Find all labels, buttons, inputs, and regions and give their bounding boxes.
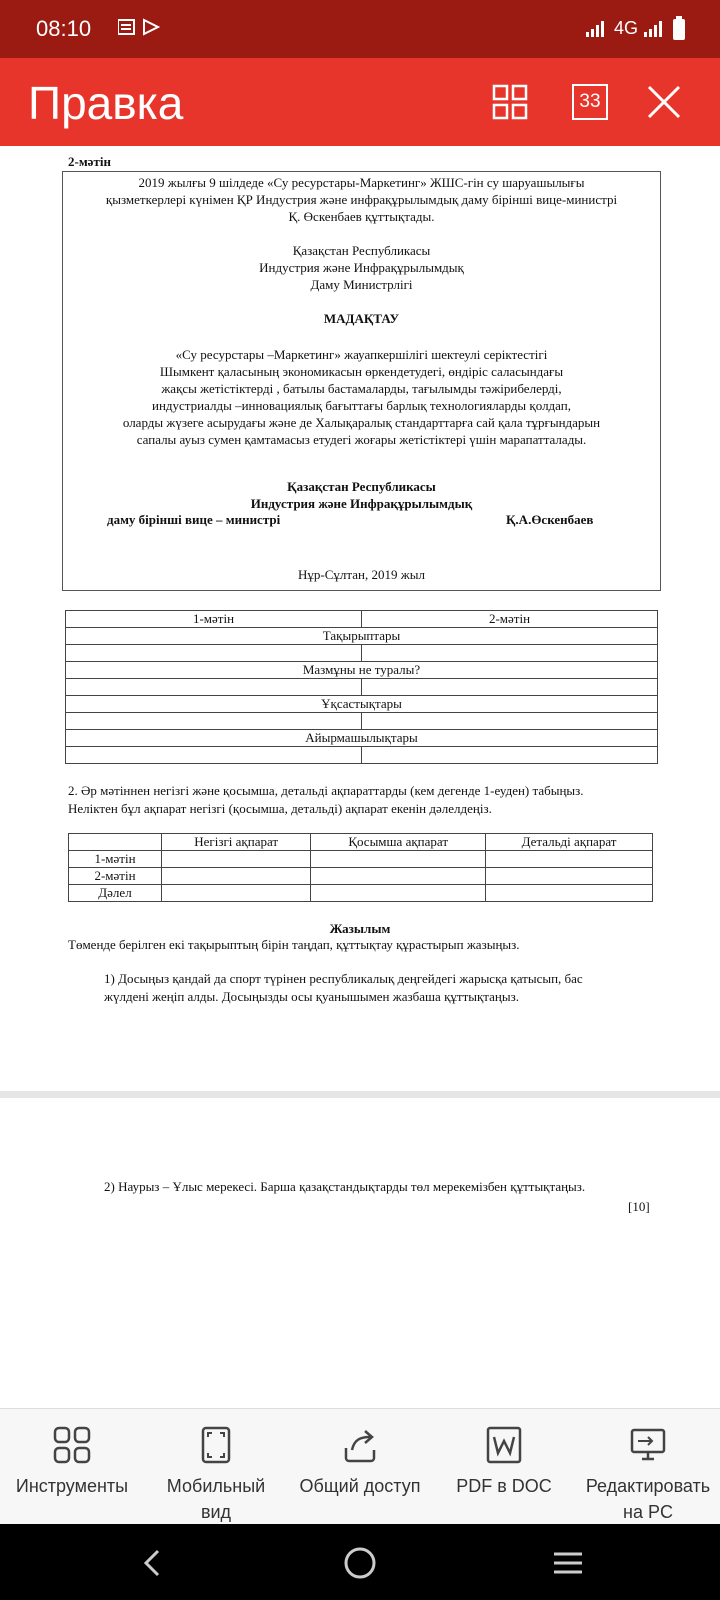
table-row: [66, 713, 658, 730]
share-label: Общий доступ: [299, 1476, 421, 1496]
body-line: жақсы жетістіктерді , батылы бастамаларды, тағылымды тәжірибелерді,: [161, 381, 562, 396]
signal-icon-2: [644, 19, 666, 37]
bottom-toolbar: [0, 1408, 720, 1525]
table-header: Қосымша ақпарат: [311, 834, 486, 851]
ministry-line: Индустрия және Инфрақұрылымдық: [259, 260, 464, 275]
mobile-view-label: Мобильный: [166, 1476, 266, 1496]
recents-button[interactable]: [548, 1546, 588, 1580]
row-title: Айырмашылықтары: [66, 730, 658, 747]
table-row: [66, 611, 658, 628]
table-cell: [362, 713, 658, 730]
row-label: 2-мәтін: [69, 868, 162, 885]
mobile-view-icon: [201, 1426, 231, 1464]
table-row: [66, 679, 658, 696]
table-header: 2-мәтін: [362, 611, 658, 628]
computer-icon: [628, 1426, 668, 1464]
document-page[interactable]: [0, 146, 720, 1091]
ministry-line: Қазақстан Республикасы: [292, 243, 431, 258]
table-cell: [362, 747, 658, 764]
message-icon: [118, 18, 168, 38]
ministry-line: Даму Министрлігі: [310, 277, 413, 292]
table-cell: [486, 851, 653, 868]
row-label: Дәлел: [69, 885, 162, 902]
page-count: 33: [572, 84, 608, 120]
share-button[interactable]: [290, 1425, 430, 1499]
option1-line: жүлдені жеңіп алды. Досыңызды осы қуанышымен жазбаша құттықтаңыз.: [104, 989, 519, 1004]
table-cell: [311, 885, 486, 902]
information-table: [68, 833, 653, 902]
document-page-2[interactable]: [0, 1098, 720, 1408]
table-cell: [66, 645, 362, 662]
notification-icons: [118, 18, 168, 43]
signature-name: Қ.А.Өскенбаев: [506, 512, 594, 527]
page-title: Правка: [28, 77, 184, 129]
table-row: [66, 628, 658, 645]
body-line: сапалы ауыз сумен қамтамасыз етудегі жоғары жетістіктері үшін марапатталады.: [136, 432, 587, 447]
page-separator: [0, 1091, 720, 1098]
pdf-to-doc-button[interactable]: [434, 1425, 574, 1499]
writing-title: Жазылым: [329, 921, 391, 936]
edit-on-pc-button[interactable]: [578, 1425, 718, 1525]
table-cell: [486, 868, 653, 885]
tools-button[interactable]: [2, 1425, 142, 1499]
task2-line: Неліктен бұл ақпарат негізгі (қосымша, детальді) ақпарат екенін дәлелдеңіз.: [68, 801, 492, 816]
table-cell: [162, 885, 311, 902]
battery-icon: [672, 16, 686, 40]
status-bar: [0, 0, 720, 58]
network-type: 4G: [613, 17, 638, 38]
table-row: [66, 696, 658, 713]
signature-line: Индустрия және Инфрақұрылымдық: [250, 496, 473, 511]
table-header: Детальді ақпарат: [486, 834, 653, 851]
table-row: [66, 645, 658, 662]
signature-line: Қазақстан Республикасы: [287, 479, 436, 494]
writing-instructions: Төменде берілген екі тақырыптың бірін таңдап, құттықтау құрастырып жазыңыз.: [68, 937, 520, 952]
intro-line: қызметкерлері күнімен ҚР Индустрия және инфрақұрылымдық даму бірінші вице-министрі: [105, 192, 618, 207]
table-cell: [162, 851, 311, 868]
text2-label: 2-мәтін: [68, 154, 111, 169]
body-line: индустриалды –инновациялық бағыттағы барлық технологияларды қолдап,: [152, 398, 571, 413]
grid-icon: [492, 84, 528, 120]
document-frame: [62, 171, 661, 591]
back-button[interactable]: [132, 1546, 172, 1580]
edit-on-pc-label: на PC: [623, 1502, 673, 1522]
table-row: [66, 747, 658, 764]
table-row: [69, 868, 653, 885]
navigation-bar: [0, 1524, 720, 1600]
table-cell: [66, 713, 362, 730]
body-line: «Су ресурстары –Маркетинг» жауапкершілігі шектеулі серіктестігі: [175, 347, 548, 362]
table-cell: [66, 747, 362, 764]
app-bar: [0, 58, 720, 146]
table-row: [69, 834, 653, 851]
share-icon: [340, 1426, 380, 1464]
row-title: Мазмұны не туралы?: [66, 662, 658, 679]
signature-position: даму бірінші вице – министрі: [107, 512, 281, 527]
close-icon: [646, 84, 682, 120]
table-cell: [69, 834, 162, 851]
tools-icon: [53, 1426, 91, 1464]
page-count-button[interactable]: [568, 80, 612, 124]
status-time: 08:10: [36, 16, 92, 41]
row-title: Ұқсастықтары: [66, 696, 658, 713]
mobile-view-label: вид: [200, 1502, 232, 1522]
table-cell: [486, 885, 653, 902]
home-icon: [343, 1546, 377, 1580]
edit-on-pc-label: Редактировать: [585, 1476, 711, 1496]
pdf-to-doc-label: PDF в DOC: [456, 1476, 552, 1496]
back-icon: [142, 1548, 162, 1578]
mobile-view-button[interactable]: [146, 1425, 286, 1525]
table-cell: [311, 851, 486, 868]
table-header: Негізгі ақпарат: [162, 834, 311, 851]
signal-icon: [586, 19, 608, 37]
home-button[interactable]: [340, 1546, 380, 1580]
table-row: [66, 730, 658, 747]
marks: [10]: [628, 1199, 650, 1214]
intro-line: Қ. Өскенбаев құттықтады.: [288, 209, 435, 224]
table-cell: [362, 679, 658, 696]
row-title: Тақырыптары: [66, 628, 658, 645]
word-icon: [486, 1426, 522, 1464]
body-line: оларды жүзеге асырудағы және де Халықаралық стандарттарға сай қала тұрғындарын: [122, 415, 601, 430]
table-row: [66, 662, 658, 679]
table-cell: [362, 645, 658, 662]
task2-line: 2. Әр мәтіннен негізгі және қосымша, детальді ақпараттарды (кем дегенде 1-еуден) табыңыз.: [68, 783, 584, 798]
tools-label: Инструменты: [15, 1476, 129, 1496]
close-button[interactable]: [642, 80, 686, 124]
comparison-table: [65, 610, 658, 764]
table-cell: [66, 679, 362, 696]
table-cell: [311, 868, 486, 885]
option2-line: 2) Наурыз – Ұлыс мерекесі. Барша қазақстандықтарды төл мерекемізбен құттықтаңыз.: [104, 1179, 586, 1194]
intro-line: 2019 жылғы 9 шілдеде «Су ресурстары-Маркетинг» ЖШС-гін су шаруашылығы: [138, 175, 585, 190]
table-header: 1-мәтін: [66, 611, 362, 628]
place-date: Нұр-Сұлтан, 2019 жыл: [298, 567, 425, 582]
grid-view-button[interactable]: [488, 80, 532, 124]
option1-line: 1) Досыңыз қандай да спорт түрінен республикалық деңгейдегі жарысқа қатысып, бас: [104, 971, 583, 986]
table-cell: [162, 868, 311, 885]
body-line: Шымкент қаласының экономикасын өркендетудегі, өндіріс саласындағы: [159, 364, 564, 379]
menu-icon: [552, 1549, 584, 1577]
table-row: [69, 851, 653, 868]
table-row: [69, 885, 653, 902]
row-label: 1-мәтін: [69, 851, 162, 868]
heading: МАДАҚТАУ: [323, 311, 400, 326]
